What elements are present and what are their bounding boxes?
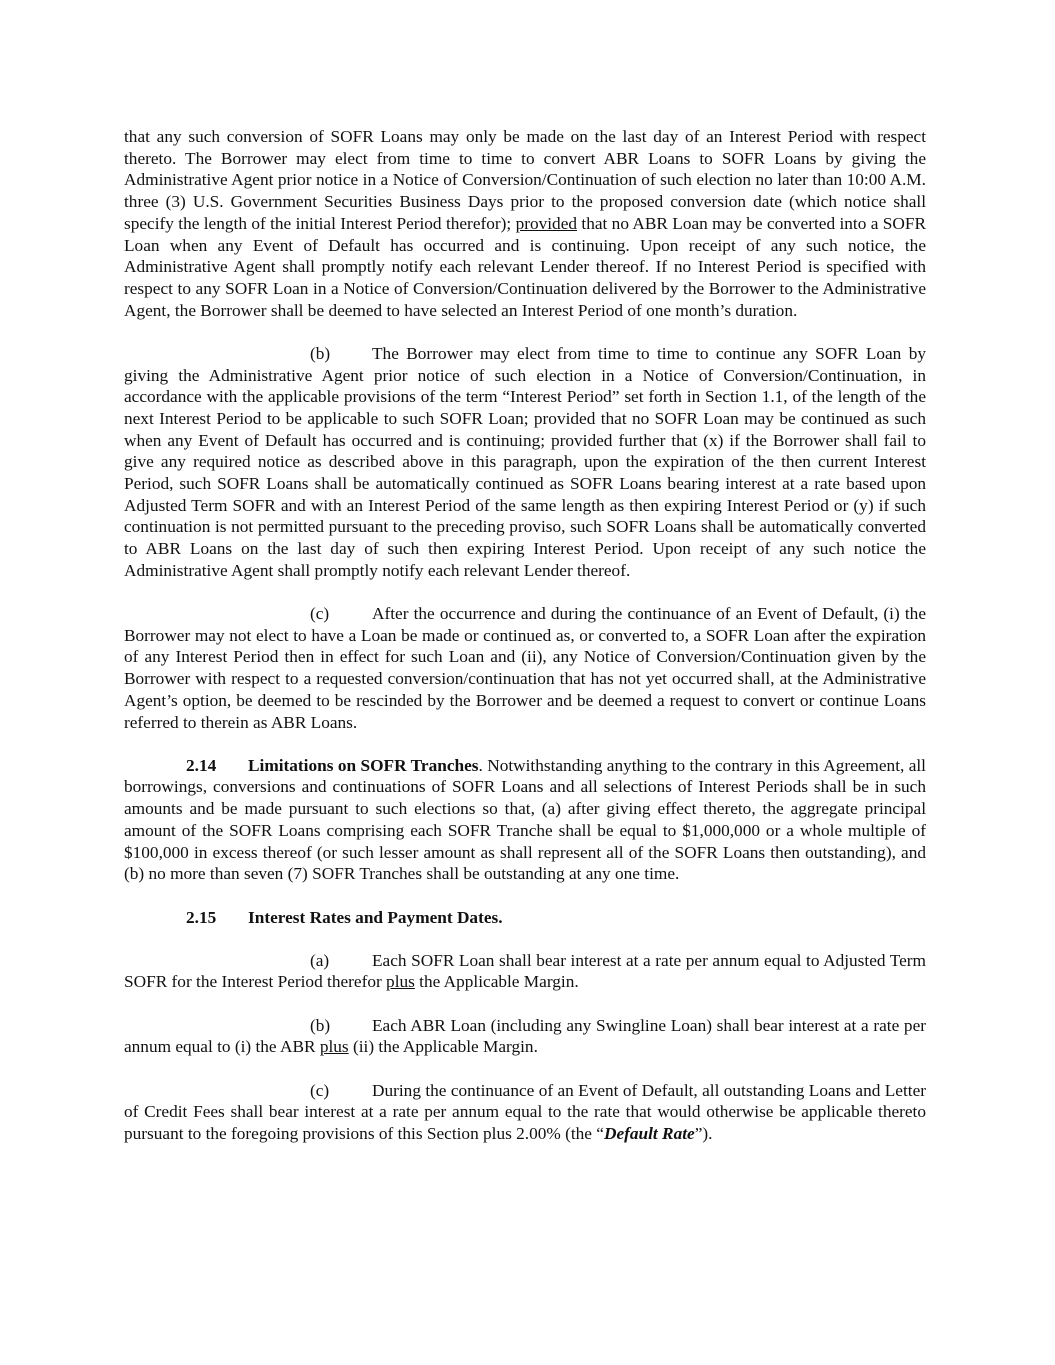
text: that any such conversion of SOFR Loans may only be made on the last day of an Interest Period with respect thereto. The Borrower may elect from time to time to convert ABR Loans to SOFR Loans by giving the Administrative Agent prior notice in a Notice of Conversion/Continuation of such election no later than 10:00 A.M. three (3) U.S. Government Securities Business Days prior to the proposed conversion date (which notice shall specify the length of the initial Interest Period therefor);: [124, 127, 926, 233]
clause-label: (c): [310, 604, 330, 624]
plus-underlined: plus: [319, 1037, 349, 1057]
text: . Notwithstanding anything to the contrary in this Agreement, all borrowings, conversions and continuations of SOFR Loans and all selections of Interest Periods shall be in such amounts and be made pursuant to such elections so that, (a) after giving effect thereto, the aggregate principal amount of the SOFR Loans comprising each SOFR Tranche shall be equal to $1,000,000 or a whole multiple of $100,000 in excess thereof (or such lesser amount as shall represent all of the SOFR Loans then outstanding), and (b) no more than seven (7) SOFR Tranches shall be outstanding at any one time.: [124, 755, 926, 884]
paragraph-c-event-of-default: [124, 603, 926, 733]
text: After the occurrence and during the continuance of an Event of Default, (i) the Borrower may not elect to have a Loan be made or continued as, or converted to, a SOFR Loan after the expiration of any Interest Period then in effect for such Loan and (ii), any Notice of Conversion/Continuation given by the Borrower with respect to a requested conversion/continuation that has not yet occurred shall, at the Administrative Agent’s option, be deemed to be rescinded by the Borrower and be deemed a request to convert or continue Loans referred to therein as ABR Loans.: [124, 604, 926, 732]
paragraph-a-sofr-interest: [124, 950, 926, 993]
section-number: 2.15: [186, 907, 217, 927]
text: that no ABR Loan may be converted into a SOFR Loan when any Event of Default has occurred and is continuing. Upon receipt of any such notice, the Administrative Agent shall promptly notify each relevant Lender thereof. If no Interest Period is specified with respect to any SOFR Loan in a Notice of Conversion/Continuation delivered by the Borrower to the Administrative Agent, the Borrower shall be deemed to have selected an Interest Period of one month’s duration.: [124, 213, 926, 320]
default-rate-term: Default Rate: [603, 1123, 695, 1143]
section-title: Limitations on SOFR Tranches: [248, 755, 479, 775]
section-2-14: [124, 755, 926, 885]
text: The Borrower may elect from time to time to continue any SOFR Loan by giving the Administrative Agent prior notice of such election in a Notice of Conversion/Continuation, in accordance with the applicable provisions of the term “Interest Period” set forth in Section 1.1, of the length of the next Interest Period to be applicable to such SOFR Loan; provided that no SOFR Loan may be continued as such when any Event of Default has occurred and is continuing; provided further that (x) if the Borrower shall fail to give any required notice as described above in this paragraph, upon the expiration of the then current Interest Period, such SOFR Loans shall be automatically continued as SOFR Loans bearing interest at a rate based upon Adjusted Term SOFR and with an Interest Period of the same length as then expiring Interest Period or (y) if such continuation is not permitted pursuant to the preceding proviso, such SOFR Loans shall be automatically converted to ABR Loans on the last day of such then expiring Interest Period. Upon receipt of any such notice the Administrative Agent shall promptly notify each relevant Lender thereof.: [124, 343, 926, 580]
text: Each SOFR Loan shall bear interest at a rate per annum equal to Adjusted Term SOFR for the Interest Period therefor: [124, 950, 926, 992]
provided-underlined: provided: [515, 213, 578, 233]
paragraph-b-continuation: [124, 343, 926, 582]
clause-label: (a): [310, 950, 330, 970]
text: the Applicable Margin.: [414, 972, 579, 992]
paragraph-c-default-rate: [124, 1080, 926, 1145]
text: (ii) the Applicable Margin.: [348, 1037, 538, 1057]
plus-underlined: plus: [386, 972, 415, 992]
text: Each ABR Loan (including any Swingline Loan) shall bear interest at a rate per annum equal to (i) the ABR: [124, 1015, 926, 1057]
section-title: Interest Rates and Payment Dates.: [248, 907, 503, 927]
text: During the continuance of an Event of Default, all outstanding Loans and Letter of Credit Fees shall bear interest at a rate per annum equal to the rate that would otherwise be applicable thereto pursuant to the foregoing provisions of this Section plus 2.00% (the “: [124, 1080, 926, 1143]
text: ”).: [694, 1123, 713, 1143]
document-page: [124, 126, 926, 1166]
clause-label: (b): [310, 1015, 331, 1035]
paragraph-b-abr-interest: [124, 1015, 926, 1058]
clause-label: (c): [310, 1080, 330, 1100]
section-number: 2.14: [186, 755, 217, 775]
section-2-15-heading: [124, 907, 926, 929]
paragraph-conversion-continued: [124, 126, 926, 321]
clause-label: (b): [310, 343, 331, 363]
